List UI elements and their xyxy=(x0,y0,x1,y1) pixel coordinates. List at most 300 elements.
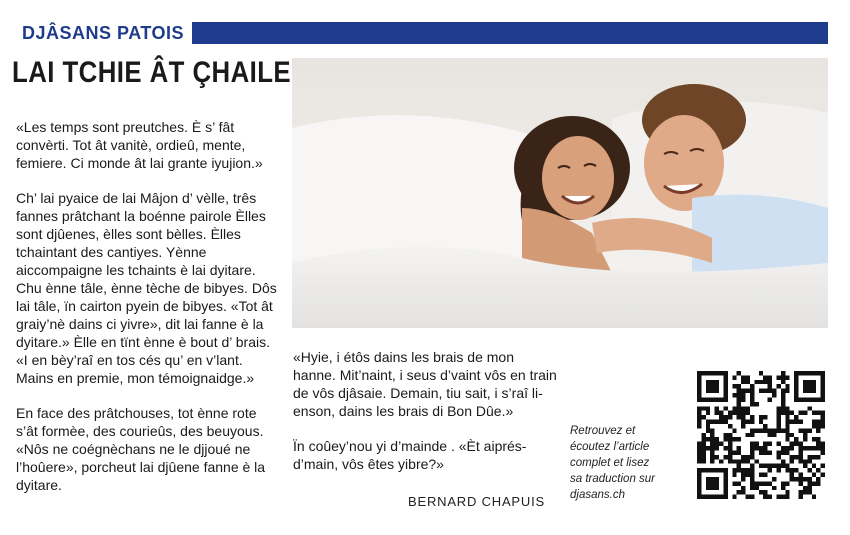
author-byline: BERNARD CHAPUIS xyxy=(408,494,545,509)
qr-code-graphic xyxy=(697,371,825,499)
qr-module xyxy=(737,437,741,441)
qr-module xyxy=(728,437,732,441)
qr-module xyxy=(715,411,719,415)
qr-module xyxy=(701,446,705,450)
qr-module xyxy=(710,437,714,441)
qr-module xyxy=(807,384,811,388)
qr-module xyxy=(706,477,710,481)
qr-module xyxy=(715,420,719,424)
qr-module xyxy=(728,411,732,415)
qr-module xyxy=(799,473,803,477)
qr-module xyxy=(785,464,789,468)
qr-module xyxy=(723,415,727,419)
qr-module xyxy=(697,455,701,459)
qr-module xyxy=(723,446,727,450)
qr-module xyxy=(737,406,741,410)
qr-module xyxy=(763,446,767,450)
qr-module xyxy=(754,402,758,406)
qr-module xyxy=(772,389,776,393)
qr-module xyxy=(723,481,727,485)
qr-module xyxy=(768,384,772,388)
qr-module xyxy=(746,495,750,499)
qr-module xyxy=(697,380,701,384)
qr-module xyxy=(710,468,714,472)
qr-module xyxy=(741,415,745,419)
qr-module xyxy=(821,380,825,384)
qr-module xyxy=(768,442,772,446)
qr-module xyxy=(706,389,710,393)
qr-module xyxy=(715,477,719,481)
qr-module xyxy=(732,437,736,441)
qr-module xyxy=(750,433,754,437)
qr-module xyxy=(719,468,723,472)
qr-module xyxy=(710,486,714,490)
qr-module xyxy=(816,420,820,424)
qr-module xyxy=(723,371,727,375)
qr-module xyxy=(741,486,745,490)
qr-module xyxy=(750,397,754,401)
qr-module xyxy=(750,428,754,432)
qr-module xyxy=(821,375,825,379)
qr-module xyxy=(719,371,723,375)
qr-module xyxy=(803,464,807,468)
qr-module xyxy=(799,481,803,485)
qr-module xyxy=(799,495,803,499)
qr-module xyxy=(737,450,741,454)
qr-module xyxy=(763,473,767,477)
qr-module xyxy=(799,455,803,459)
qr-module xyxy=(794,415,798,419)
qr-module xyxy=(741,406,745,410)
qr-module xyxy=(741,455,745,459)
qr-module xyxy=(816,477,820,481)
qr-module xyxy=(776,424,780,428)
left-paragraph-3: En face des prâtchouses, tot ènne rote s’ât formèe, des courieûs, des beuyous. «Nôs ne coégnèchans ne le djjoué ne l’hoûere», porcheut lai djûene fanne è la dyitare. xyxy=(16,405,266,493)
qr-module xyxy=(785,424,789,428)
qr-module xyxy=(799,450,803,454)
qr-module xyxy=(807,380,811,384)
qr-module xyxy=(803,411,807,415)
qr-module xyxy=(781,375,785,379)
qr-module xyxy=(737,481,741,485)
qr-module xyxy=(768,397,772,401)
qr-module xyxy=(807,397,811,401)
qr-module xyxy=(759,450,763,454)
photo-illustration xyxy=(292,58,828,328)
qr-module xyxy=(768,389,772,393)
qr-module xyxy=(821,397,825,401)
qr-module xyxy=(737,446,741,450)
qr-module xyxy=(737,464,741,468)
qr-module xyxy=(701,459,705,463)
qr-module xyxy=(790,411,794,415)
qr-module xyxy=(821,442,825,446)
qr-module xyxy=(697,406,701,410)
qr-module xyxy=(794,437,798,441)
qr-module xyxy=(776,464,780,468)
qr-module xyxy=(821,415,825,419)
qr-module xyxy=(759,380,763,384)
qr-module xyxy=(799,397,803,401)
qr-module xyxy=(763,380,767,384)
qr-module xyxy=(816,468,820,472)
qr-module xyxy=(750,450,754,454)
qr-module xyxy=(812,420,816,424)
qr-module xyxy=(790,420,794,424)
qr-module xyxy=(790,455,794,459)
qr-module xyxy=(750,442,754,446)
qr-module xyxy=(768,433,772,437)
qr-module xyxy=(807,371,811,375)
qr-module xyxy=(803,459,807,463)
qr-module xyxy=(710,384,714,388)
qr-module xyxy=(732,495,736,499)
qr-module xyxy=(710,481,714,485)
qr-module xyxy=(781,486,785,490)
qr-module xyxy=(732,473,736,477)
qr-module xyxy=(754,486,758,490)
qr-module xyxy=(741,380,745,384)
qr-module xyxy=(728,433,732,437)
qr-module xyxy=(781,397,785,401)
qr-module xyxy=(785,468,789,472)
rubric-label: DJÂSANS PATOIS xyxy=(12,22,192,44)
qr-module xyxy=(803,477,807,481)
qr-module xyxy=(812,397,816,401)
qr-module xyxy=(785,384,789,388)
qr-module xyxy=(746,420,750,424)
qr-module xyxy=(710,371,714,375)
qr-module xyxy=(710,433,714,437)
qr-module xyxy=(781,459,785,463)
qr-module xyxy=(723,477,727,481)
qr-module xyxy=(715,486,719,490)
qr-module xyxy=(728,446,732,450)
qr-module xyxy=(750,481,754,485)
qr-module xyxy=(812,455,816,459)
qr-module xyxy=(776,415,780,419)
qr-module xyxy=(785,428,789,432)
qr-module xyxy=(723,375,727,379)
qr-module xyxy=(812,437,816,441)
qr-module xyxy=(732,468,736,472)
qr-module xyxy=(781,393,785,397)
qr-module xyxy=(723,380,727,384)
qr-module xyxy=(821,450,825,454)
qr-module xyxy=(759,481,763,485)
qr-module xyxy=(746,459,750,463)
qr-module xyxy=(723,406,727,410)
qr-module xyxy=(746,406,750,410)
qr-module xyxy=(701,455,705,459)
qr-module xyxy=(763,424,767,428)
qr-module xyxy=(821,420,825,424)
qr-module xyxy=(719,397,723,401)
qr-module xyxy=(723,495,727,499)
qr-module xyxy=(737,371,741,375)
qr-module xyxy=(763,442,767,446)
qr-module xyxy=(759,415,763,419)
qr-module xyxy=(706,411,710,415)
qr-module xyxy=(785,420,789,424)
qr-module xyxy=(701,406,705,410)
qr-module xyxy=(706,481,710,485)
qr-module xyxy=(768,375,772,379)
qr-module xyxy=(750,384,754,388)
qr-module xyxy=(719,459,723,463)
qr-module xyxy=(710,446,714,450)
qr-module xyxy=(710,420,714,424)
qr-module xyxy=(807,468,811,472)
qr-module xyxy=(759,389,763,393)
qr-module xyxy=(772,393,776,397)
qr-module xyxy=(715,371,719,375)
left-paragraph-2: Ch’ lai pyaice de lai Mâjon d’ vèlle, três fannes prâtchant la boénne pairole Èlles sont djûenes, èlles sont bèlles. Èlles tchaintant des cantiyes. Yènne aiccompaigne les tchaints è lai dyitare. Chu ènne tâle, ènne tèche de bibyes. Dôs lai tâle, ïn cairton pyein de bibyes. «Tot ât graiy’nè dains ci yivre», dit lai fanne è la dyitare.» Èlle en tïnt ènne è bout d’ brais. «I en bèy’raî en tos cés qu’ en v’lant. Mains en premie, mon témoignaidge.» xyxy=(16,190,277,386)
qr-module xyxy=(737,402,741,406)
qr-module xyxy=(701,433,705,437)
qr-module xyxy=(816,442,820,446)
qr-module xyxy=(772,486,776,490)
qr-module xyxy=(754,459,758,463)
qr-module xyxy=(790,433,794,437)
qr-module xyxy=(812,446,816,450)
qr-module xyxy=(750,446,754,450)
qr-module xyxy=(807,459,811,463)
qr-module xyxy=(816,428,820,432)
qr-module xyxy=(732,481,736,485)
qr-module xyxy=(781,371,785,375)
qr-module xyxy=(750,389,754,393)
qr-module xyxy=(781,428,785,432)
qr-module xyxy=(799,446,803,450)
qr-module xyxy=(728,459,732,463)
qr-module xyxy=(723,384,727,388)
qr-module xyxy=(697,477,701,481)
qr-module xyxy=(701,371,705,375)
qr-module xyxy=(697,468,701,472)
qr-module xyxy=(715,384,719,388)
qr-module xyxy=(728,415,732,419)
qr-module xyxy=(723,490,727,494)
qr-module xyxy=(732,384,736,388)
qr-module xyxy=(803,433,807,437)
qr-module xyxy=(697,495,701,499)
qr-module xyxy=(710,455,714,459)
qr-module xyxy=(715,455,719,459)
qr-module xyxy=(754,446,758,450)
qr-module xyxy=(701,468,705,472)
qr-module xyxy=(723,420,727,424)
couple-in-bed-photo xyxy=(292,58,828,328)
qr-module xyxy=(746,455,750,459)
qr-module xyxy=(812,380,816,384)
qr-module xyxy=(790,468,794,472)
qr-module xyxy=(715,495,719,499)
promo-line-4: sa traduction sur xyxy=(570,473,656,485)
qr-module xyxy=(737,384,741,388)
qr-module xyxy=(741,468,745,472)
promo-line-1: Retrouvez et xyxy=(570,425,636,437)
qr-module xyxy=(799,490,803,494)
qr-module xyxy=(759,464,763,468)
qr-module xyxy=(750,477,754,481)
qr-module xyxy=(719,415,723,419)
qr-module xyxy=(723,455,727,459)
qr-module xyxy=(741,473,745,477)
qr-module xyxy=(750,455,754,459)
qr-module xyxy=(697,384,701,388)
qr-module xyxy=(697,415,701,419)
qr-module xyxy=(821,424,825,428)
qr-module xyxy=(746,375,750,379)
qr-module xyxy=(776,411,780,415)
qr-module xyxy=(790,442,794,446)
qr-module xyxy=(763,389,767,393)
qr-module xyxy=(697,446,701,450)
qr-module xyxy=(794,393,798,397)
qr-module xyxy=(710,450,714,454)
qr-module xyxy=(763,481,767,485)
qr-module xyxy=(781,446,785,450)
qr-module xyxy=(785,411,789,415)
qr-module xyxy=(812,384,816,388)
qr-module xyxy=(807,481,811,485)
rubric-bar xyxy=(12,22,828,44)
qr-module xyxy=(807,428,811,432)
qr-module xyxy=(741,393,745,397)
qr-module xyxy=(719,411,723,415)
qr-module xyxy=(807,389,811,393)
qr-module xyxy=(697,375,701,379)
qr-module xyxy=(794,371,798,375)
qr-module xyxy=(723,433,727,437)
qr-module xyxy=(715,446,719,450)
qr-module xyxy=(737,393,741,397)
qr-module xyxy=(785,433,789,437)
qr-module xyxy=(794,420,798,424)
qr-module xyxy=(750,486,754,490)
qr-module xyxy=(807,486,811,490)
qr-module xyxy=(781,495,785,499)
qr-module xyxy=(803,380,807,384)
qr-module xyxy=(697,371,701,375)
qr-module xyxy=(772,433,776,437)
qr-module xyxy=(794,455,798,459)
qr-module xyxy=(768,380,772,384)
qr-module xyxy=(799,428,803,432)
headline: LAI TCHIE ÂT ÇHAILE xyxy=(12,56,292,89)
qr-module xyxy=(821,384,825,388)
promo-line-3: complet et lisez xyxy=(570,457,650,469)
qr-module xyxy=(719,495,723,499)
qr-module xyxy=(737,411,741,415)
qr-module xyxy=(750,495,754,499)
qr-module xyxy=(821,393,825,397)
qr-module xyxy=(785,450,789,454)
qr-module xyxy=(746,380,750,384)
middle-paragraph-2: Ïn coûey’nou yi d’mainde . «Èt aiprés-d’main, vôs êtes yibre?» xyxy=(293,438,527,472)
qr-module xyxy=(732,428,736,432)
qr-module xyxy=(794,468,798,472)
qr-module xyxy=(728,424,732,428)
promo-link[interactable]: djasans.ch xyxy=(570,489,625,501)
qr-module xyxy=(781,450,785,454)
qr-module xyxy=(732,375,736,379)
qr-module xyxy=(715,380,719,384)
qr-module xyxy=(737,415,741,419)
qr-module xyxy=(701,450,705,454)
qr-module xyxy=(821,464,825,468)
qr-module xyxy=(723,437,727,441)
qr-module xyxy=(715,481,719,485)
qr-module xyxy=(807,455,811,459)
qr-module xyxy=(728,455,732,459)
qr-module xyxy=(750,402,754,406)
qr-module xyxy=(776,442,780,446)
qr-module xyxy=(768,464,772,468)
qr-module xyxy=(737,389,741,393)
qr-module xyxy=(732,450,736,454)
qr-module xyxy=(710,397,714,401)
qr-code-icon[interactable] xyxy=(697,371,825,499)
qr-module xyxy=(799,459,803,463)
qr-module xyxy=(710,389,714,393)
qr-module xyxy=(803,384,807,388)
qr-module xyxy=(781,481,785,485)
qr-module xyxy=(706,424,710,428)
qr-module xyxy=(763,415,767,419)
qr-module xyxy=(697,424,701,428)
qr-module xyxy=(768,428,772,432)
qr-module xyxy=(772,464,776,468)
qr-module xyxy=(750,468,754,472)
qr-module xyxy=(710,477,714,481)
qr-module xyxy=(697,473,701,477)
qr-module xyxy=(715,442,719,446)
qr-module xyxy=(790,459,794,463)
qr-module xyxy=(812,495,816,499)
qr-module xyxy=(715,468,719,472)
qr-module xyxy=(759,371,763,375)
qr-module xyxy=(732,459,736,463)
qr-module xyxy=(701,397,705,401)
qr-module xyxy=(776,406,780,410)
qr-module xyxy=(781,380,785,384)
qr-module xyxy=(821,371,825,375)
qr-module xyxy=(750,393,754,397)
qr-module xyxy=(706,380,710,384)
qr-module xyxy=(803,437,807,441)
qr-module xyxy=(746,433,750,437)
qr-module xyxy=(710,380,714,384)
qr-module xyxy=(759,490,763,494)
qr-module xyxy=(701,495,705,499)
qr-module xyxy=(785,490,789,494)
qr-module xyxy=(816,397,820,401)
qr-module xyxy=(741,411,745,415)
qr-module xyxy=(781,411,785,415)
qr-module xyxy=(799,371,803,375)
qr-module xyxy=(772,428,776,432)
qr-module xyxy=(812,371,816,375)
qr-module xyxy=(803,389,807,393)
qr-module xyxy=(750,464,754,468)
qr-module xyxy=(706,446,710,450)
qr-module xyxy=(821,473,825,477)
qr-module xyxy=(794,389,798,393)
qr-module xyxy=(706,406,710,410)
qr-module xyxy=(794,384,798,388)
